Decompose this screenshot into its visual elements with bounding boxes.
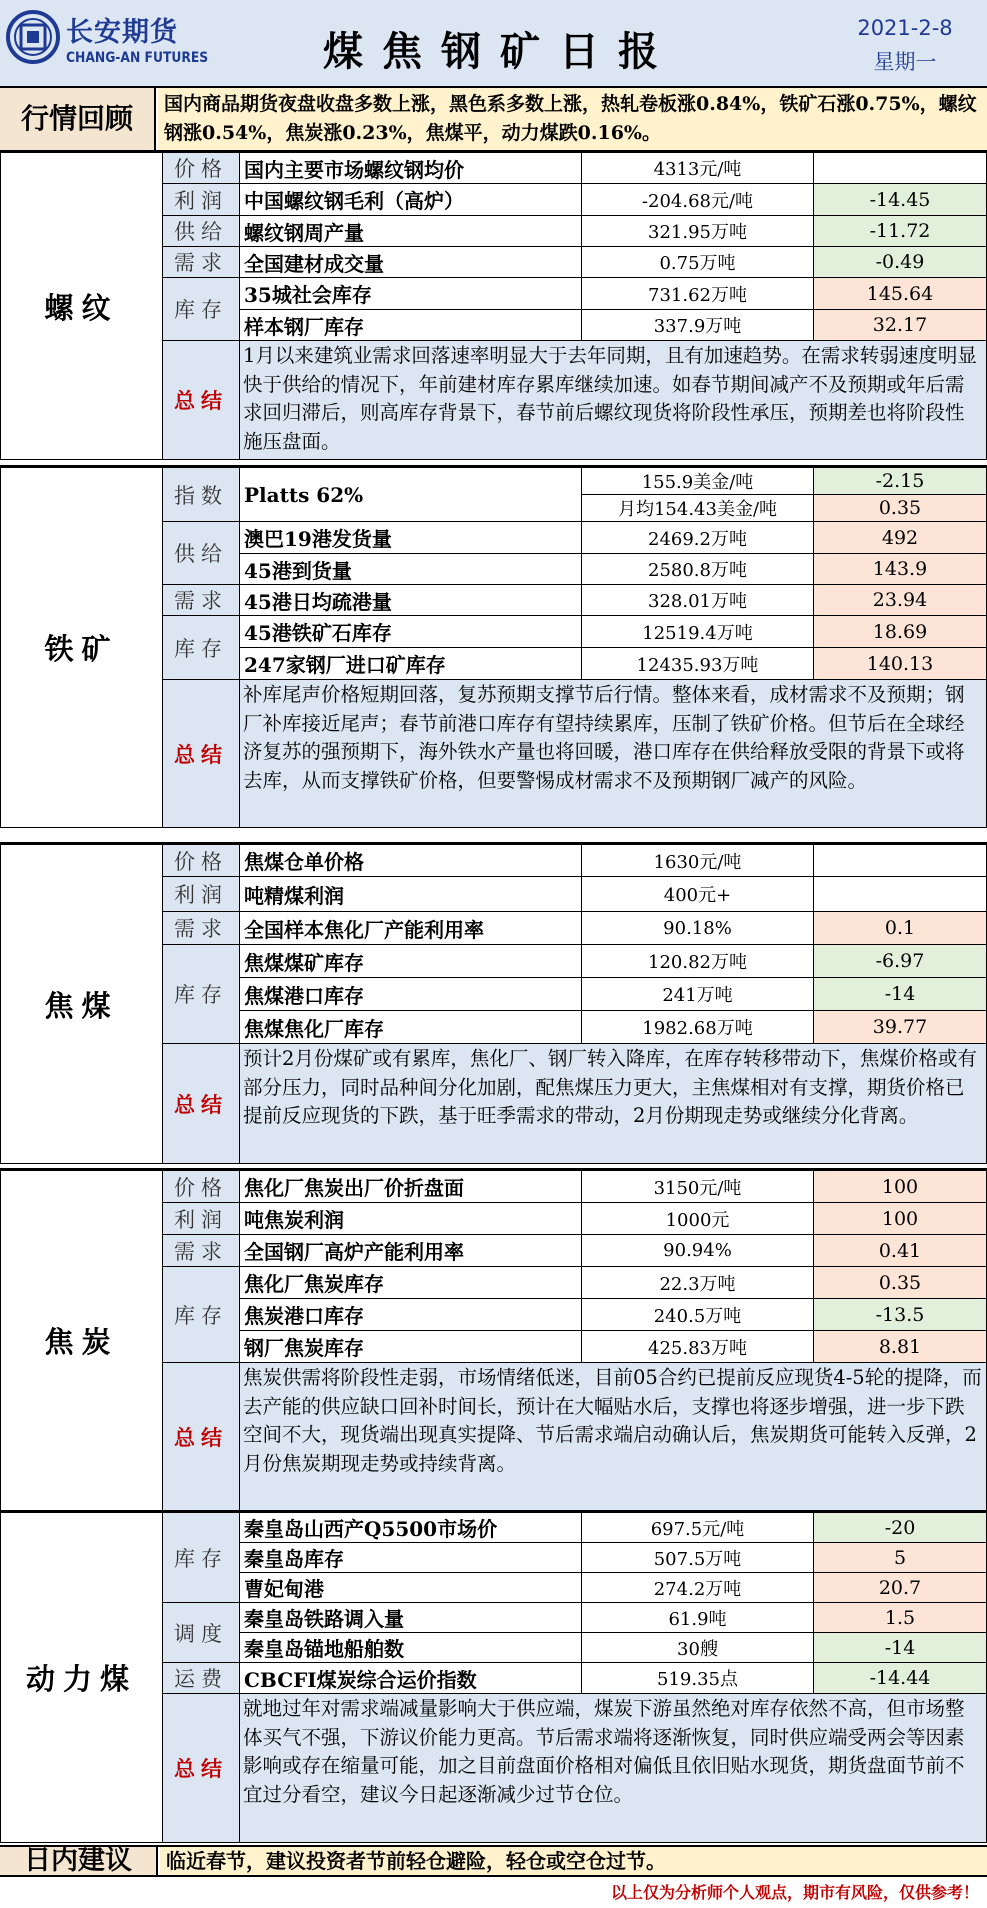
indicator-change: 20.7 xyxy=(814,1573,987,1603)
chang-an-logo-icon xyxy=(6,10,60,64)
indicator-name: 全国样本焦化厂产能利用率 xyxy=(240,912,582,945)
indicator-value: 425.83万吨 xyxy=(582,1331,814,1363)
indicator-change: 0.35 xyxy=(814,1267,987,1299)
indicator-name: 吨焦炭利润 xyxy=(240,1203,582,1235)
indicator-name: 钢厂焦炭库存 xyxy=(240,1331,582,1363)
indicator-name: 焦煤焦化厂库存 xyxy=(240,1011,582,1044)
indicator-name: 35城社会库存 xyxy=(240,278,582,310)
row-subcategory: 价格 xyxy=(163,845,240,877)
indicator-change: -6.97 xyxy=(814,945,987,978)
section-coking-coal xyxy=(0,844,987,1164)
indicator-name: CBCFI煤炭综合运价指数 xyxy=(240,1663,582,1694)
indicator-change: -11.72 xyxy=(814,216,987,247)
indicator-name: Platts 62% xyxy=(240,468,582,522)
indicator-value: 321.95万吨 xyxy=(582,216,814,247)
indicator-change: -14 xyxy=(814,978,987,1011)
indicator-name: 焦煤煤矿库存 xyxy=(240,945,582,978)
indicator-value: 697.5元/吨 xyxy=(582,1513,814,1543)
indicator-value: 274.2万吨 xyxy=(582,1573,814,1603)
report-header xyxy=(0,0,987,88)
disclaimer: 以上仅为分析师个人观点，期市有风险，仅供参考！ xyxy=(610,1883,979,1902)
indicator-value: 731.62万吨 xyxy=(582,278,814,310)
summary-label: 总结 xyxy=(163,341,240,460)
indicator-value: -204.68元/吨 xyxy=(582,184,814,216)
indicator-name: 45港铁矿石库存 xyxy=(240,616,582,648)
row-subcategory: 利润 xyxy=(163,184,240,216)
section-divider xyxy=(0,842,987,844)
section-iron-ore xyxy=(0,467,987,828)
indicator-change: 8.81 xyxy=(814,1331,987,1363)
indicator-change: -14.44 xyxy=(814,1663,987,1694)
indicator-change: -14.45 xyxy=(814,184,987,216)
indicator-name: 秦皇岛铁路调入量 xyxy=(240,1603,582,1633)
indicator-name: 焦炭港口库存 xyxy=(240,1299,582,1331)
summary-text: 焦炭供需将阶段性走弱，市场情绪低迷，目前05合约已提前反应现货4-5轮的提降，而去产能的供应缺口回补时间长，预计在大幅贴水后，支撑也将逐步增强，进一步下跌空间不大，现货端出现真实提降、节后需求端启动确认后，焦炭期货可能转入反弹，2月份焦炭期现走势或持续背离。 xyxy=(240,1363,987,1511)
section-divider xyxy=(0,1510,987,1512)
summary-label: 总结 xyxy=(163,1044,240,1164)
row-subcategory: 需求 xyxy=(163,247,240,278)
report-date: 2021-2-8 xyxy=(857,16,953,40)
indicator-name: 吨精煤利润 xyxy=(240,877,582,912)
indicator-change: 100 xyxy=(814,1203,987,1235)
indicator-value: 507.5万吨 xyxy=(582,1543,814,1573)
row-subcategory: 库存 xyxy=(163,945,240,1044)
report-weekday: 星期一 xyxy=(873,50,937,74)
indicator-value: 90.18% xyxy=(582,912,814,945)
summary-label: 总结 xyxy=(163,680,240,828)
indicator-name: 螺纹钢周产量 xyxy=(240,216,582,247)
row-subcategory: 价格 xyxy=(163,153,240,184)
row-subcategory: 供给 xyxy=(163,216,240,247)
row-subcategory: 指数 xyxy=(163,468,240,522)
report-title: 煤焦钢矿日报 xyxy=(323,29,677,75)
section-rebar xyxy=(0,152,987,460)
category-label: 铁矿 xyxy=(1,468,163,828)
intraday-advice xyxy=(0,1845,987,1877)
indicator-value: 1630元/吨 xyxy=(582,845,814,877)
intraday-advice-label: 日内建议 xyxy=(0,1847,158,1875)
indicator-change: -14 xyxy=(814,1633,987,1663)
indicator-name: 焦煤港口库存 xyxy=(240,978,582,1011)
indicator-change xyxy=(814,877,987,912)
indicator-name: 45港到货量 xyxy=(240,554,582,585)
row-subcategory: 价格 xyxy=(163,1171,240,1203)
indicator-value: 2580.8万吨 xyxy=(582,554,814,585)
indicator-name: 样本钢厂库存 xyxy=(240,310,582,341)
indicator-name: 焦化厂焦炭库存 xyxy=(240,1267,582,1299)
indicator-name: 澳巴19港发货量 xyxy=(240,522,582,554)
summary-text: 就地过年对需求端减量影响大于供应端，煤炭下游虽然绝对库存依然不高，但市场整体买气不强，下游议价能力更高。节后需求端将逐渐恢复，同时供应端受两会等因素影响或存在缩量可能，加之目前盘面价格相对偏低且依旧贴水现货，期货盘面节前不宜过分看空，建议今日起逐渐减少过节仓位。 xyxy=(240,1694,987,1843)
indicator-value: 22.3万吨 xyxy=(582,1267,814,1299)
indicator-change: -2.15 xyxy=(814,468,987,495)
indicator-value: 241万吨 xyxy=(582,978,814,1011)
row-subcategory: 库存 xyxy=(163,1513,240,1603)
indicator-change: -20 xyxy=(814,1513,987,1543)
indicator-value: 30艘 xyxy=(582,1633,814,1663)
indicator-value: 155.9美金/吨 xyxy=(582,468,814,495)
row-subcategory: 供给 xyxy=(163,522,240,585)
indicator-value: 1982.68万吨 xyxy=(582,1011,814,1044)
brand-name-en: CHANG-AN FUTURES xyxy=(66,50,209,66)
indicator-value: 328.01万吨 xyxy=(582,585,814,616)
summary-text: 预计2月份煤矿或有累库，焦化厂、钢厂转入降库，在库存转移带动下，焦煤价格或有部分压力，同时品种间分化加剧，配焦煤压力更大，主焦煤相对有支撑，期货价格已提前反应现货的下跌，基于旺季需求的带动，2月份期现走势或继续分化背离。 xyxy=(240,1044,987,1164)
indicator-change: 0.35 xyxy=(814,495,987,522)
indicator-name: 中国螺纹钢毛利（高炉） xyxy=(240,184,582,216)
category-label: 螺纹 xyxy=(1,153,163,460)
indicator-change xyxy=(814,153,987,184)
section-divider xyxy=(0,1168,987,1170)
market-review xyxy=(0,88,987,152)
row-subcategory: 需求 xyxy=(163,1235,240,1267)
row-subcategory: 调度 xyxy=(163,1603,240,1663)
indicator-value: 月均154.43美金/吨 xyxy=(582,495,814,522)
indicator-value: 61.9吨 xyxy=(582,1603,814,1633)
indicator-change: 143.9 xyxy=(814,554,987,585)
indicator-name: 全国建材成交量 xyxy=(240,247,582,278)
indicator-value: 12435.93万吨 xyxy=(582,648,814,680)
indicator-name: 曹妃甸港 xyxy=(240,1573,582,1603)
category-label: 动力煤 xyxy=(1,1513,163,1843)
section-divider xyxy=(0,465,987,467)
brand-name-cn: 长安期货 xyxy=(66,17,178,48)
indicator-name: 秦皇岛锚地船舶数 xyxy=(240,1633,582,1663)
indicator-change: 5 xyxy=(814,1543,987,1573)
indicator-change: 18.69 xyxy=(814,616,987,648)
row-subcategory: 库存 xyxy=(163,278,240,341)
indicator-value: 0.75万吨 xyxy=(582,247,814,278)
indicator-change: 492 xyxy=(814,522,987,554)
indicator-change: 39.77 xyxy=(814,1011,987,1044)
category-label: 焦炭 xyxy=(1,1171,163,1511)
row-subcategory: 需求 xyxy=(163,585,240,616)
indicator-name: 247家钢厂进口矿库存 xyxy=(240,648,582,680)
indicator-value: 240.5万吨 xyxy=(582,1299,814,1331)
market-review-text: 国内商品期货夜盘收盘多数上涨，黑色系多数上涨，热轧卷板涨0.84%，铁矿石涨0.75%，螺纹钢涨0.54%，焦炭涨0.23%，焦煤平，动力煤跌0.16%。 xyxy=(158,88,987,150)
section-thermal-coal xyxy=(0,1512,987,1843)
indicator-name: 全国钢厂高炉产能利用率 xyxy=(240,1235,582,1267)
row-subcategory: 运费 xyxy=(163,1663,240,1694)
indicator-change: -0.49 xyxy=(814,247,987,278)
indicator-change: 1.5 xyxy=(814,1603,987,1633)
indicator-value: 4313元/吨 xyxy=(582,153,814,184)
indicator-name: 45港日均疏港量 xyxy=(240,585,582,616)
indicator-change xyxy=(814,845,987,877)
indicator-change: 0.41 xyxy=(814,1235,987,1267)
indicator-name: 国内主要市场螺纹钢均价 xyxy=(240,153,582,184)
indicator-change: 32.17 xyxy=(814,310,987,341)
indicator-value: 12519.4万吨 xyxy=(582,616,814,648)
summary-text: 1月以来建筑业需求回落速率明显大于去年同期，且有加速趋势。在需求转弱速度明显快于供给的情况下，年前建材库存累库继续加速。如春节期间减产不及预期或年后需求回归滞后，则高库存背景下，春节前后螺纹现货将阶段性承压，预期差也将阶段性施压盘面。 xyxy=(240,341,987,460)
summary-text: 补库尾声价格短期回落，复苏预期支撑节后行情。整体来看，成材需求不及预期；钢厂补库接近尾声；春节前港口库存有望持续累库，压制了铁矿价格。但节后在全球经济复苏的强预期下，海外铁水产量也将回暖，港口库存在供给释放受限的背景下或将去库，从而支撑铁矿价格，但要警惕成材需求不及预期钢厂减产的风险。 xyxy=(240,680,987,828)
indicator-change: -13.5 xyxy=(814,1299,987,1331)
indicator-value: 400元+ xyxy=(582,877,814,912)
indicator-name: 焦煤仓单价格 xyxy=(240,845,582,877)
indicator-change: 100 xyxy=(814,1171,987,1203)
indicator-change: 0.1 xyxy=(814,912,987,945)
indicator-value: 90.94% xyxy=(582,1235,814,1267)
indicator-change: 23.94 xyxy=(814,585,987,616)
indicator-value: 3150元/吨 xyxy=(582,1171,814,1203)
indicator-change: 145.64 xyxy=(814,278,987,310)
indicator-name: 焦化厂焦炭出厂价折盘面 xyxy=(240,1171,582,1203)
summary-label: 总结 xyxy=(163,1363,240,1511)
row-subcategory: 库存 xyxy=(163,1267,240,1363)
market-review-label: 行情回顾 xyxy=(0,88,156,150)
category-label: 焦煤 xyxy=(1,845,163,1164)
intraday-advice-text: 临近春节，建议投资者节前轻仓避险，轻仓或空仓过节。 xyxy=(160,1847,987,1875)
summary-label: 总结 xyxy=(163,1694,240,1843)
row-subcategory: 利润 xyxy=(163,877,240,912)
indicator-name: 秦皇岛山西产Q5500市场价 xyxy=(240,1513,582,1543)
section-coke xyxy=(0,1170,987,1511)
indicator-value: 519.35点 xyxy=(582,1663,814,1694)
indicator-change: 140.13 xyxy=(814,648,987,680)
row-subcategory: 利润 xyxy=(163,1203,240,1235)
indicator-name: 秦皇岛库存 xyxy=(240,1543,582,1573)
row-subcategory: 需求 xyxy=(163,912,240,945)
indicator-value: 2469.2万吨 xyxy=(582,522,814,554)
row-subcategory: 库存 xyxy=(163,616,240,680)
indicator-value: 1000元 xyxy=(582,1203,814,1235)
indicator-value: 337.9万吨 xyxy=(582,310,814,341)
indicator-value: 120.82万吨 xyxy=(582,945,814,978)
